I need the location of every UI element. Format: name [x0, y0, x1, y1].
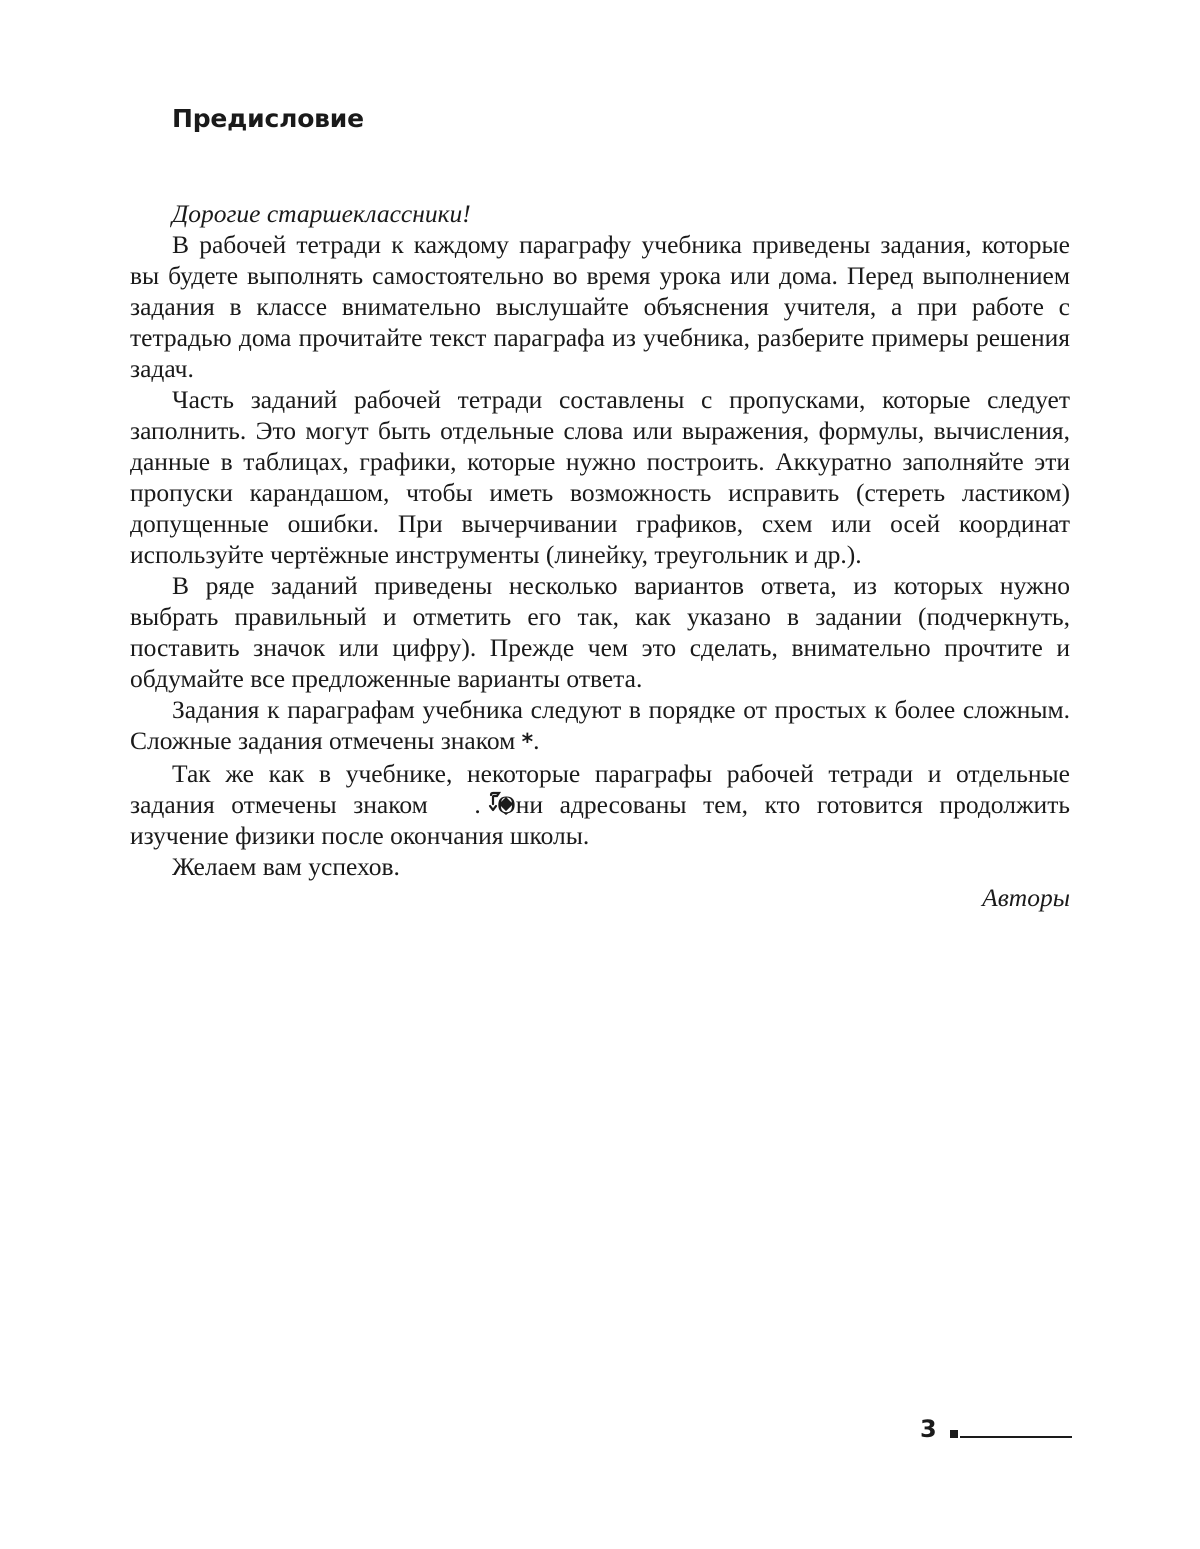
paragraph-4-text: Задания к параграфам учебника следуют в порядке от простых к более сложным. Сложные задания отмечены знаком — [130, 695, 1070, 755]
greeting: Дорогие старшеклассники! — [172, 199, 471, 228]
page-title: Предисловие — [172, 104, 364, 133]
advanced-level-icon — [445, 791, 473, 817]
paragraph-4 — [130, 694, 1070, 758]
paragraph-5-end: . Они адресованы тем, кто готовится продолжить изучение физики после окончания школы. — [130, 790, 1070, 850]
paragraph-2: Часть заданий рабочей тетради составлены с пропусками, которые следует заполнить. Это могут быть отдельные слова или выражения, формулы, вычисления, данные в таблицах, графики, которые нужно построить. Аккуратно заполняйте эти пропуски карандашом, чтобы иметь возможность исправить (стереть ластиком) допущенные ошибки. При вычерчивании графиков, схем или осей координат используйте чертёжные инструменты (линейку, треугольник и др.). — [130, 385, 1070, 569]
page-number: 3 — [920, 1415, 937, 1443]
footer-rule — [960, 1436, 1072, 1438]
preface-text — [130, 198, 1070, 913]
footer-square-mark — [950, 1430, 958, 1438]
paragraph-4-end: . — [533, 726, 540, 755]
paragraph-1: В рабочей тетради к каждому параграфу учебника приведены задания, которые вы будете выполнять самостоятельно во время урока или дома. Перед выполнением задания в классе внимательно выслушайте объяснения учителя, а при работе с тетрадью дома прочитайте текст параграфа из учебника, разберите примеры решения задач. — [130, 230, 1070, 383]
paragraph-5 — [130, 758, 1070, 851]
paragraph-6: Желаем вам успехов. — [172, 852, 400, 881]
asterisk-marker: * — [521, 730, 534, 755]
signature: Авторы — [982, 883, 1070, 912]
paragraph-5-text: Так же как в учебнике, некоторые параграфы рабочей тетради и отдельные задания отмечены знаком — [130, 759, 1070, 819]
page-footer — [920, 1412, 1072, 1446]
paragraph-3: В ряде заданий приведены несколько вариантов ответа, из которых нужно выбрать правильный и отметить его так, как указано в задании (подчеркнуть, поставить значок или цифру). Прежде чем это сделать, внимательно прочтите и обдумайте все предложенные варианты ответа. — [130, 571, 1070, 693]
